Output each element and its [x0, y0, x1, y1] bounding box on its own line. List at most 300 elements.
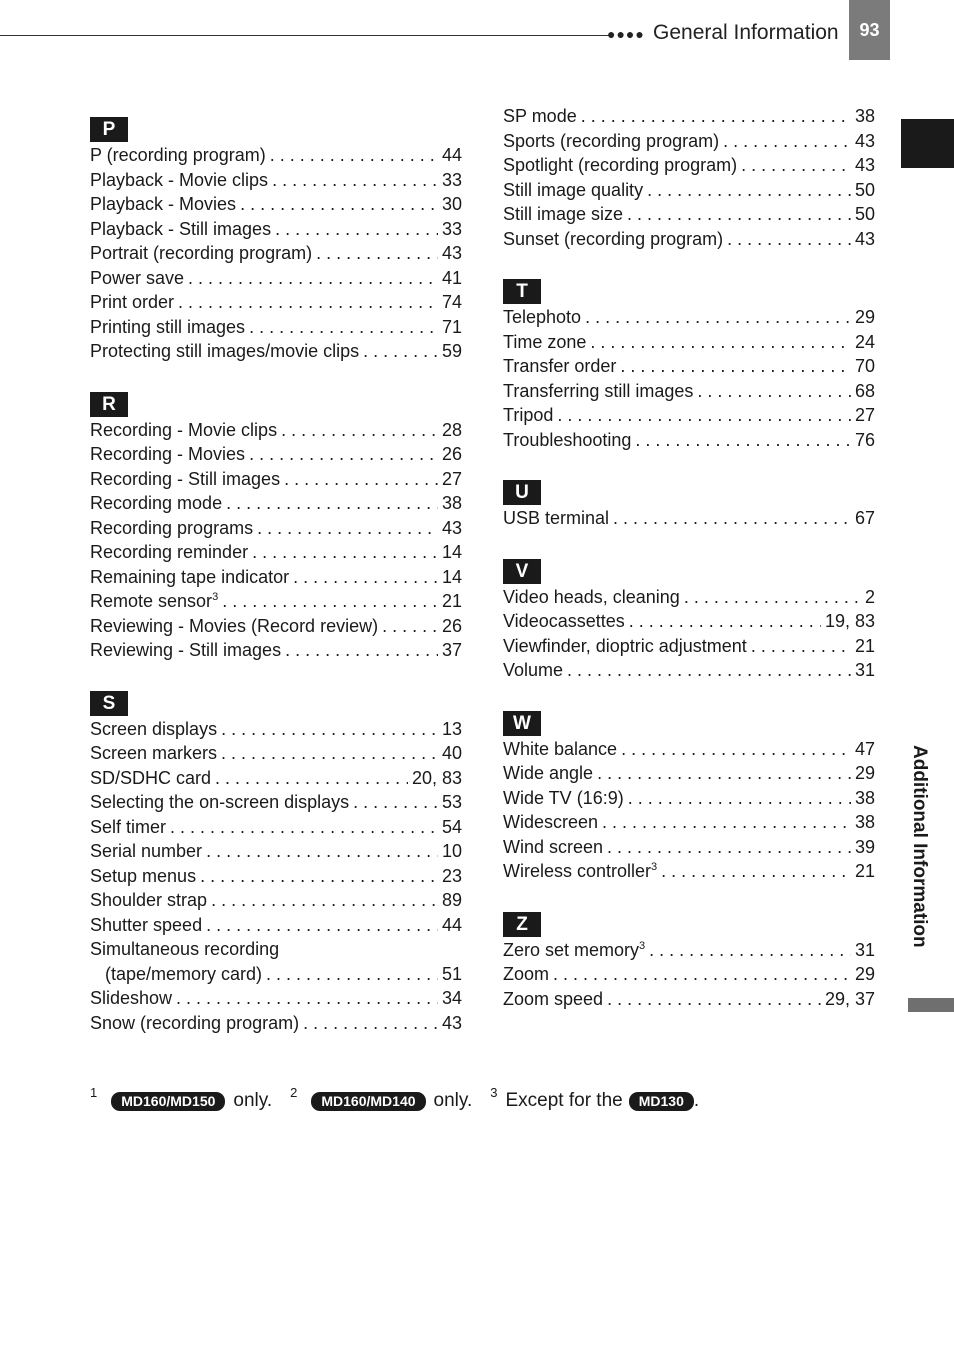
index-right-column — [503, 106, 875, 1039]
index-term — [503, 405, 553, 426]
dot-leader — [221, 743, 438, 764]
index-page-number: 41 — [441, 267, 462, 288]
dot-leader — [590, 332, 851, 353]
index-term — [503, 861, 657, 882]
index-entry — [90, 841, 462, 866]
index-term-text: Spotlight (recording program) — [503, 155, 738, 175]
index-term — [90, 542, 248, 563]
index-term-text: Setup menus — [90, 865, 197, 886]
index-entry — [90, 341, 462, 366]
index-term-text: Recording - Still images — [90, 468, 281, 489]
dot-leader — [621, 739, 851, 760]
index-term-text: Video heads, cleaning — [503, 586, 680, 607]
index-term — [90, 939, 279, 960]
index-entry — [90, 145, 462, 170]
index-entry — [90, 469, 462, 494]
header-bullets: ●●●● — [607, 26, 645, 42]
dot-leader — [257, 518, 438, 539]
index-term — [503, 788, 624, 809]
index-page-number: 71 — [441, 316, 462, 337]
index-entry — [90, 518, 462, 543]
index-term-text: Sports (recording program) — [503, 130, 720, 151]
footnote-ref: 3 — [212, 591, 219, 603]
dot-leader — [723, 131, 851, 152]
index-term-text: Transferring still images — [503, 380, 694, 401]
page-number: 93 — [849, 0, 890, 60]
index-page-number: 44 — [441, 145, 462, 165]
dot-leader — [581, 106, 851, 127]
index-term-text: Shutter speed — [90, 914, 203, 935]
index-page-number: 29, 37 — [824, 988, 875, 1009]
index-section-u — [503, 480, 875, 533]
index-term — [90, 493, 222, 514]
index-entry — [90, 866, 462, 891]
dot-leader — [249, 444, 438, 465]
index-term — [503, 229, 723, 250]
index-term — [503, 381, 693, 402]
dot-leader — [647, 180, 851, 201]
side-tab-block — [901, 119, 954, 168]
index-term — [90, 792, 349, 813]
index-term-text: Recording - Movie clips — [90, 419, 278, 440]
dot-leader — [627, 204, 851, 225]
index-page-number: 21 — [441, 591, 462, 611]
index-term-text: Volume — [503, 660, 564, 680]
index-term-text: Still image quality — [503, 179, 644, 200]
dot-leader — [222, 591, 438, 612]
index-page-number: 44 — [441, 914, 462, 935]
index-page-number: 76 — [854, 429, 875, 450]
index-entry — [90, 964, 462, 989]
index-entry — [503, 763, 875, 788]
index-left-column — [90, 117, 462, 1063]
index-entry — [503, 636, 875, 661]
index-term-text: Tripod — [503, 405, 554, 425]
index-entry — [503, 660, 875, 685]
dot-leader — [382, 616, 438, 637]
dot-leader — [188, 268, 438, 289]
index-term — [503, 611, 625, 632]
index-term — [90, 988, 172, 1009]
dot-leader — [553, 964, 851, 985]
dot-leader — [620, 356, 851, 377]
index-entry — [503, 155, 875, 180]
index-term — [90, 841, 202, 862]
index-term — [90, 768, 211, 789]
dot-leader — [272, 170, 438, 191]
index-page-number: 34 — [441, 988, 462, 1008]
index-page-number: 68 — [854, 380, 875, 401]
dot-leader — [751, 636, 851, 657]
index-term — [90, 743, 217, 764]
index-entry — [503, 430, 875, 455]
section-letter-badge: T — [503, 279, 541, 304]
index-page-number: 89 — [441, 890, 462, 910]
index-page-number: 67 — [854, 508, 875, 528]
index-entry — [90, 317, 462, 342]
footnote-number: 3 — [490, 1085, 498, 1100]
dot-leader — [170, 817, 438, 838]
index-term-text: P (recording program) — [90, 145, 266, 165]
index-section-t — [503, 279, 875, 454]
footnote-number: 1 — [90, 1085, 98, 1100]
index-section-p — [90, 117, 462, 366]
index-term — [90, 817, 166, 838]
index-term — [90, 616, 378, 637]
index-entry — [503, 229, 875, 254]
index-term — [90, 420, 277, 441]
index-term — [503, 837, 603, 858]
index-entry — [90, 444, 462, 469]
index-term — [90, 915, 202, 936]
index-term — [90, 243, 312, 264]
index-section-s — [90, 691, 462, 1038]
index-term-text: Viewfinder, dioptric adjustment — [503, 635, 747, 656]
index-page-number: 26 — [441, 615, 462, 636]
dot-leader — [178, 292, 438, 313]
index-page-number: 59 — [441, 341, 462, 361]
model-badge: MD160/MD150 — [111, 1092, 225, 1111]
dot-leader — [281, 420, 438, 441]
index-page-number: 23 — [441, 865, 462, 886]
index-entry — [90, 792, 462, 817]
index-term-text: Selecting the on-screen displays — [90, 792, 350, 812]
dot-leader — [270, 145, 438, 166]
dot-leader — [607, 837, 851, 858]
index-entry — [90, 219, 462, 244]
index-term — [90, 219, 271, 240]
index-term-text: Serial number — [90, 841, 203, 861]
index-term-text: Playback - Movie clips — [90, 169, 269, 190]
section-letter-badge: P — [90, 117, 128, 142]
index-term — [503, 508, 609, 529]
dot-leader — [249, 317, 438, 338]
index-page-number: 26 — [441, 444, 462, 464]
index-entry — [90, 567, 462, 592]
index-term — [503, 660, 563, 681]
dot-leader — [649, 940, 851, 961]
footnote-1 — [90, 1085, 273, 1112]
index-page-number: 29 — [854, 307, 875, 327]
index-page-number: 28 — [441, 419, 462, 440]
index-term — [503, 106, 577, 127]
index-section-r — [90, 392, 462, 665]
index-term — [90, 890, 207, 911]
index-term-text: Printing still images — [90, 316, 246, 337]
index-entry — [503, 508, 875, 533]
index-entry — [90, 542, 462, 567]
index-section-s-continued — [503, 106, 875, 253]
index-page-number: 54 — [441, 816, 462, 837]
header-rule — [0, 35, 610, 36]
index-term-text: Wireless controller — [503, 861, 652, 881]
index-term — [90, 268, 184, 289]
footnote-text: only. — [233, 1090, 273, 1111]
dot-leader — [661, 861, 851, 882]
dot-leader — [585, 307, 851, 328]
index-entry — [503, 587, 875, 612]
index-page-number: 24 — [854, 331, 875, 352]
dot-leader — [363, 341, 438, 362]
index-page-number: 47 — [854, 738, 875, 759]
index-term — [503, 131, 719, 152]
header-section-title: General Information — [653, 21, 839, 44]
index-page-number: 33 — [441, 169, 462, 190]
index-term — [90, 194, 236, 215]
index-term — [503, 940, 645, 961]
dot-leader — [211, 890, 438, 911]
index-term-text: Simultaneous recording — [90, 939, 280, 959]
index-term-text: White balance — [503, 738, 618, 759]
footnote-text: Except for the — [505, 1090, 623, 1111]
index-term-text: Playback - Still images — [90, 218, 272, 239]
index-term-text: Recording - Movies — [90, 444, 246, 464]
index-page-number: 43 — [854, 155, 875, 175]
index-term — [90, 591, 218, 612]
section-letter-badge: S — [90, 691, 128, 716]
index-entry — [90, 817, 462, 842]
index-page-number: 14 — [441, 542, 462, 562]
index-page-number: 31 — [854, 939, 875, 960]
index-term-text: Wind screen — [503, 836, 604, 857]
index-term-text: Screen markers — [90, 743, 218, 763]
index-term-text: SD/SDHC card — [90, 767, 212, 788]
index-term-text: Telephoto — [503, 307, 582, 327]
footnote-ref: 3 — [639, 939, 646, 952]
index-term-text: Recording programs — [90, 517, 254, 538]
index-entry — [503, 405, 875, 430]
index-term-text: Recording mode — [90, 493, 223, 513]
section-letter-badge: V — [503, 559, 541, 584]
index-term — [503, 763, 593, 784]
index-entry — [503, 180, 875, 205]
index-page-number: 27 — [854, 405, 875, 425]
dot-leader — [727, 229, 851, 250]
dot-leader — [215, 768, 408, 789]
section-letter-badge: W — [503, 711, 541, 736]
index-term — [90, 719, 217, 740]
index-page-number: 38 — [854, 812, 875, 832]
model-badge: MD160/MD140 — [311, 1092, 425, 1111]
index-entry — [503, 788, 875, 813]
index-term-text: Widescreen — [503, 812, 599, 832]
index-entry — [90, 890, 462, 915]
index-entry — [503, 356, 875, 381]
index-term-text: Zoom speed — [503, 988, 604, 1009]
dot-leader — [684, 587, 861, 608]
index-term-text: Recording reminder — [90, 542, 249, 562]
index-term-text: Wide angle — [503, 763, 594, 783]
index-term-text: Slideshow — [90, 988, 173, 1008]
index-entry — [503, 611, 875, 636]
index-page-number: 13 — [441, 718, 462, 739]
index-term-text: Protecting still images/movie clips — [90, 341, 360, 361]
index-term-text: Still image size — [503, 204, 624, 224]
dot-leader — [316, 243, 438, 264]
index-term — [503, 155, 737, 176]
index-page-number: 39 — [854, 836, 875, 857]
index-page-number: 27 — [441, 468, 462, 489]
index-section-w — [503, 711, 875, 886]
index-term-text: Self timer — [90, 816, 167, 837]
index-term-text: Reviewing - Movies (Record review) — [90, 615, 379, 636]
index-term — [90, 317, 245, 338]
index-entry — [503, 812, 875, 837]
footnote-text: only. — [433, 1090, 473, 1111]
index-term — [503, 636, 747, 657]
index-term — [90, 292, 174, 313]
index-page-number: 43 — [441, 517, 462, 538]
index-term-text: Snow (recording program) — [90, 1012, 300, 1033]
index-term — [90, 567, 289, 588]
footnote-3 — [490, 1085, 700, 1112]
side-tab-bar — [908, 998, 954, 1012]
index-term — [503, 989, 603, 1010]
index-term-text: Sunset (recording program) — [503, 228, 724, 249]
index-term-text: Time zone — [503, 331, 587, 352]
index-page-number: 21 — [854, 861, 875, 881]
index-term-text: SP mode — [503, 106, 577, 126]
footnote-2 — [290, 1085, 473, 1112]
index-page-number: 31 — [854, 660, 875, 680]
index-page-number: 29 — [854, 964, 875, 984]
index-term — [503, 812, 598, 833]
index-entry — [503, 106, 875, 131]
dot-leader — [275, 219, 438, 240]
index-section-v — [503, 559, 875, 685]
model-badge: MD130 — [629, 1092, 694, 1111]
dot-leader — [266, 964, 438, 985]
index-term-text: Zero set memory — [503, 939, 640, 960]
dot-leader — [607, 989, 821, 1010]
index-page-number: 2 — [864, 586, 875, 607]
index-page-number: 70 — [854, 356, 875, 376]
index-term-text: Remaining tape indicator — [90, 566, 290, 587]
index-term — [90, 170, 268, 191]
index-entry — [503, 204, 875, 229]
index-page-number: 53 — [441, 792, 462, 812]
index-entry — [503, 307, 875, 332]
index-term — [90, 518, 253, 539]
index-entry — [90, 243, 462, 268]
index-page-number: 38 — [441, 493, 462, 513]
index-page-number: 43 — [441, 243, 462, 263]
index-page-number: 37 — [441, 640, 462, 660]
index-page-number: 40 — [441, 743, 462, 763]
index-term — [503, 739, 617, 760]
index-term-text: Remote sensor — [90, 591, 213, 611]
index-entry — [503, 940, 875, 965]
index-term — [503, 587, 680, 608]
section-letter-badge: U — [503, 480, 541, 505]
dot-leader — [567, 660, 851, 681]
footnote-number: 2 — [290, 1085, 298, 1100]
index-entry — [90, 268, 462, 293]
index-entry — [503, 739, 875, 764]
index-term — [90, 640, 281, 661]
index-term-text: Reviewing - Still images — [90, 640, 282, 660]
index-entry — [90, 591, 462, 616]
index-term — [90, 145, 266, 166]
dot-leader — [597, 763, 851, 784]
index-term-text: USB terminal — [503, 508, 610, 528]
dot-leader — [206, 915, 438, 936]
dot-leader — [741, 155, 851, 176]
index-entry — [503, 131, 875, 156]
dot-leader — [226, 493, 438, 514]
dot-leader — [628, 788, 851, 809]
index-term — [90, 341, 359, 362]
dot-leader — [635, 430, 851, 451]
index-term-text: (tape/memory card) — [105, 963, 263, 984]
index-term — [503, 964, 549, 985]
index-page-number: 20, 83 — [411, 767, 462, 788]
index-term-text: Print order — [90, 292, 175, 312]
index-page-number: 29 — [854, 763, 875, 783]
dot-leader — [697, 381, 851, 402]
index-term — [90, 866, 196, 887]
index-section-z — [503, 912, 875, 1014]
dot-leader — [303, 1013, 438, 1034]
section-letter-badge: Z — [503, 912, 541, 937]
index-entry — [503, 332, 875, 357]
index-term-text: Power save — [90, 267, 185, 288]
index-entry — [90, 988, 462, 1013]
index-entry — [90, 939, 462, 964]
index-entry — [503, 837, 875, 862]
index-page-number: 43 — [441, 1012, 462, 1033]
index-entry — [90, 915, 462, 940]
dot-leader — [353, 792, 438, 813]
index-page-number: 10 — [441, 841, 462, 861]
index-page-number: 33 — [441, 218, 462, 239]
index-page-number: 14 — [441, 566, 462, 587]
dot-leader — [252, 542, 438, 563]
index-page-number: 38 — [854, 106, 875, 126]
index-term — [503, 356, 616, 377]
index-page-number: 51 — [441, 963, 462, 984]
index-page-number: 50 — [854, 204, 875, 224]
footnote-text: . — [693, 1090, 700, 1111]
index-entry — [90, 292, 462, 317]
index-entry — [90, 743, 462, 768]
index-term — [503, 204, 623, 225]
index-entry — [90, 170, 462, 195]
index-term-text: Shoulder strap — [90, 890, 208, 910]
dot-leader — [629, 611, 821, 632]
index-term-text: Wide TV (16:9) — [503, 787, 624, 808]
index-page-number: 38 — [854, 787, 875, 808]
dot-leader — [200, 866, 438, 887]
dot-leader — [221, 719, 438, 740]
dot-leader — [284, 469, 438, 490]
index-entry — [90, 768, 462, 793]
index-page-number: 74 — [441, 292, 462, 312]
index-term — [90, 964, 262, 985]
index-term — [90, 1013, 299, 1034]
index-term-text: Zoom — [503, 964, 550, 984]
index-term-text: Screen displays — [90, 718, 218, 739]
index-term — [503, 180, 643, 201]
index-term-text: Playback - Movies — [90, 194, 237, 214]
index-entry — [90, 719, 462, 744]
index-entry — [90, 493, 462, 518]
dot-leader — [602, 812, 851, 833]
index-term-text: Transfer order — [503, 356, 617, 376]
index-page-number: 21 — [854, 635, 875, 656]
index-term — [90, 469, 280, 490]
index-entry — [503, 964, 875, 989]
